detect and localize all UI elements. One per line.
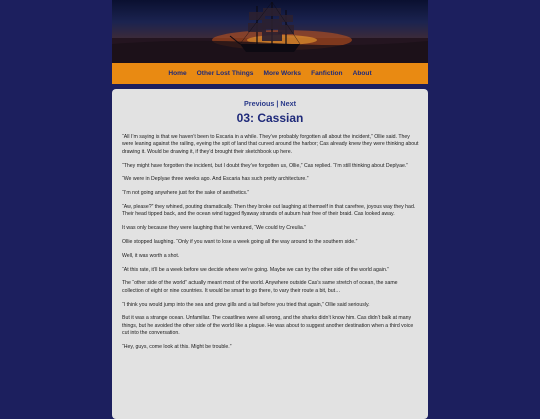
story-paragraph: “We were in Deplyae three weeks ago. And Escaria has such pretty architecture.”: [122, 176, 309, 183]
story-paragraph: But it was a strange ocean. Unfamiliar. The coastlines were all wrong, and the sharks didn’t know him. Cas didn’t balk at many things, but he avoided the other side of the world like a plague. He was about to suggest another destination when a third voice cut into the conversation.: [122, 315, 414, 337]
nav-fanfiction-link[interactable]: Fanfiction: [311, 70, 343, 77]
story-paragraph: “I think you would jump into the sea and grow gills and a tail before you tried that again,” Ollie said seriously.: [122, 301, 370, 308]
nav-home-link[interactable]: Home: [168, 70, 187, 77]
story-paragraph: “Hey, guys, come look at this. Might be trouble.”: [122, 344, 232, 350]
story-paragraph: “At this rate, it’ll be a week before we decide where we’re going. Maybe we can try the other side of the world again.”: [122, 266, 390, 273]
story-paragraph: “All I’m saying is that we haven’t been to Escaria in a while. They’ve probably forgotten all about the incident,” Ollie said. They were leaning against the railing, eyeing the spit of land that curved around the harbor; Cas already knew they were thinking about drawing it. Would be drawing it, if they’d brought their sketchbook up here.: [122, 134, 419, 155]
nav-more-works-link[interactable]: More Works: [263, 70, 302, 77]
chapter-text: [122, 134, 420, 358]
story-paragraph: “I’m not going anywhere just for the sake of aesthetics.”: [122, 190, 250, 197]
previous-link[interactable]: Previous: [244, 99, 275, 108]
pager-separator: |: [276, 99, 279, 108]
story-paragraph: Ollie stopped laughing. “Only if you want to lose a week going all the way around to the southern side.”: [122, 239, 358, 245]
main-navigation: [112, 63, 428, 84]
story-paragraph: Well, it was worth a shot.: [122, 252, 180, 259]
chapter-pager: [112, 99, 428, 108]
nav-other-lost-things-link[interactable]: Other Lost Things: [196, 70, 254, 77]
story-paragraph: “Aw, please?” they whined, pouting dramatically. Then they broke out laughing at themself in that carefree, joyous way they had. Their head tipped back, and the ocean wind tugged flyaway strands of auburn hair free of their braid. Cas looked away.: [122, 204, 416, 218]
header-banner: [112, 0, 428, 63]
chapter-panel: [112, 89, 428, 419]
ship-sunset-image: [112, 0, 428, 63]
next-link[interactable]: Next: [280, 99, 296, 108]
story-paragraph: “They might have forgotten the incident, but I doubt they’ve forgotten us, Ollie,” Cas replied. “I’m still thinking about Deplyae.”: [122, 162, 409, 169]
story-paragraph: It was only because they were laughing that he ventured, “We could try Creulia.”: [122, 225, 306, 232]
story-paragraph: The “other side of the world” actually meant most of the world. Anywhere outside Cas’s same stretch of ocean, the same collection of eight or nine countries. It would be smart to go there, to vary their route a bit, but…: [122, 280, 398, 294]
chapter-title: 03: Cassian: [236, 111, 304, 125]
nav-about-link[interactable]: About: [352, 70, 372, 77]
